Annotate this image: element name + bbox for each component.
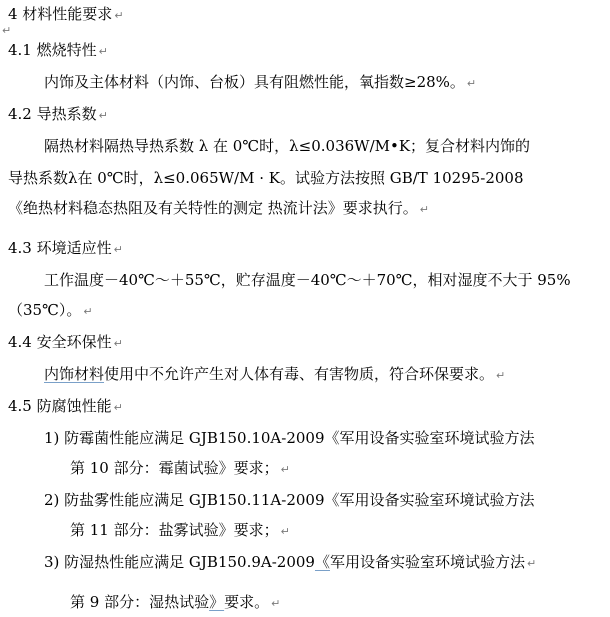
section-4-1-heading [8, 40, 108, 60]
heading-text: 4 材料性能要求 [8, 5, 113, 23]
paragraph-mark-icon: ↵ [2, 24, 12, 37]
body-text: 工作温度－40℃～＋55℃，贮存温度－40℃～＋70℃，相对湿度不大于 95% [44, 271, 571, 289]
section-4-heading [8, 4, 124, 24]
body-text: 要求。 [224, 593, 270, 611]
paragraph-mark-icon: ↵ [280, 463, 290, 476]
body-text: 内饰及主体材料（内饰、台板）具有阻燃性能，氧指数≥28%。 [44, 73, 465, 91]
list-item-3-line-2 [70, 592, 280, 612]
section-4-2-line-2 [8, 168, 524, 188]
paragraph-mark-icon: ↵ [114, 9, 124, 22]
list-item-3-line-1 [44, 552, 536, 572]
body-text: 隔热材料隔热导热系数 λ 在 0℃时，λ≤0.036W/M•K；复合材料内饰的 [44, 137, 531, 155]
heading-text: 4.5 防腐蚀性能 [8, 397, 112, 415]
section-4-3-line-2 [8, 300, 93, 320]
section-4-5-heading [8, 396, 123, 416]
paragraph-mark-icon: ↵ [113, 337, 123, 350]
heading-text: 4.2 导热系数 [8, 105, 97, 123]
underlined-bracket: 《 [314, 553, 330, 571]
section-4-3-line-1 [44, 270, 571, 290]
underlined-term: 内饰材料 [44, 365, 105, 383]
body-text: 2) 防盐雾性能应满足 GJB150.11A-2009《军用设备实验室环境试验方法 [44, 491, 535, 509]
section-4-1-body [44, 72, 476, 92]
body-text: 3) 防湿热性能应满足 GJB150.9A-2009 [44, 553, 315, 571]
paragraph-mark-icon: ↵ [527, 557, 537, 570]
paragraph-mark-icon: ↵ [83, 305, 93, 318]
paragraph-mark-icon: ↵ [280, 525, 290, 538]
list-item-2-line-2 [70, 520, 290, 540]
section-4-2-line-1 [44, 136, 530, 156]
section-4-2-heading [8, 104, 108, 124]
list-item-2-line-1 [44, 490, 535, 510]
heading-text: 4.4 安全环保性 [8, 333, 112, 351]
paragraph-mark-icon: ↵ [98, 45, 108, 58]
heading-text: 4.1 燃烧特性 [8, 41, 97, 59]
underlined-bracket: 》 [209, 593, 225, 611]
paragraph-mark-icon: ↵ [496, 369, 506, 382]
body-text: 第 10 部分：霉菌试验》要求； [70, 459, 279, 477]
paragraph-mark-icon: ↵ [419, 203, 429, 216]
paragraph-mark-icon: ↵ [271, 597, 281, 610]
paragraph-mark-icon: ↵ [466, 77, 477, 90]
body-text: 第 11 部分：盐雾试验》要求； [70, 521, 279, 539]
body-text: 第 9 部分：湿热试验 [70, 593, 210, 611]
paragraph-mark-icon: ↵ [113, 243, 123, 256]
list-item-1-line-2 [70, 458, 290, 478]
heading-text: 4.3 环境适应性 [8, 239, 112, 257]
paragraph-mark-icon: ↵ [113, 401, 123, 414]
body-text: 军用设备实验室环境试验方法 [329, 553, 525, 571]
body-text: 导热系数λ在 0℃时，λ≤0.065W/M · K。试验方法按照 GB/T 10295-2008 [8, 169, 524, 187]
body-text: 《绝热材料稳态热阻及有关特性的测定 热流计法》要求执行。 [8, 199, 418, 217]
section-4-4-body [44, 364, 505, 384]
list-item-1-line-1 [44, 428, 535, 448]
body-text: （35℃）。 [8, 301, 82, 319]
body-text: 使用中不允许产生对人体有毒、有害物质，符合环保要求。 [104, 365, 495, 383]
section-4-3-heading [8, 238, 123, 258]
paragraph-mark-icon: ↵ [98, 109, 108, 122]
body-text: 1) 防霉菌性能应满足 GJB150.10A-2009《军用设备实验室环境试验方法 [44, 429, 535, 447]
section-4-4-heading [8, 332, 123, 352]
section-4-2-line-3 [8, 198, 429, 218]
